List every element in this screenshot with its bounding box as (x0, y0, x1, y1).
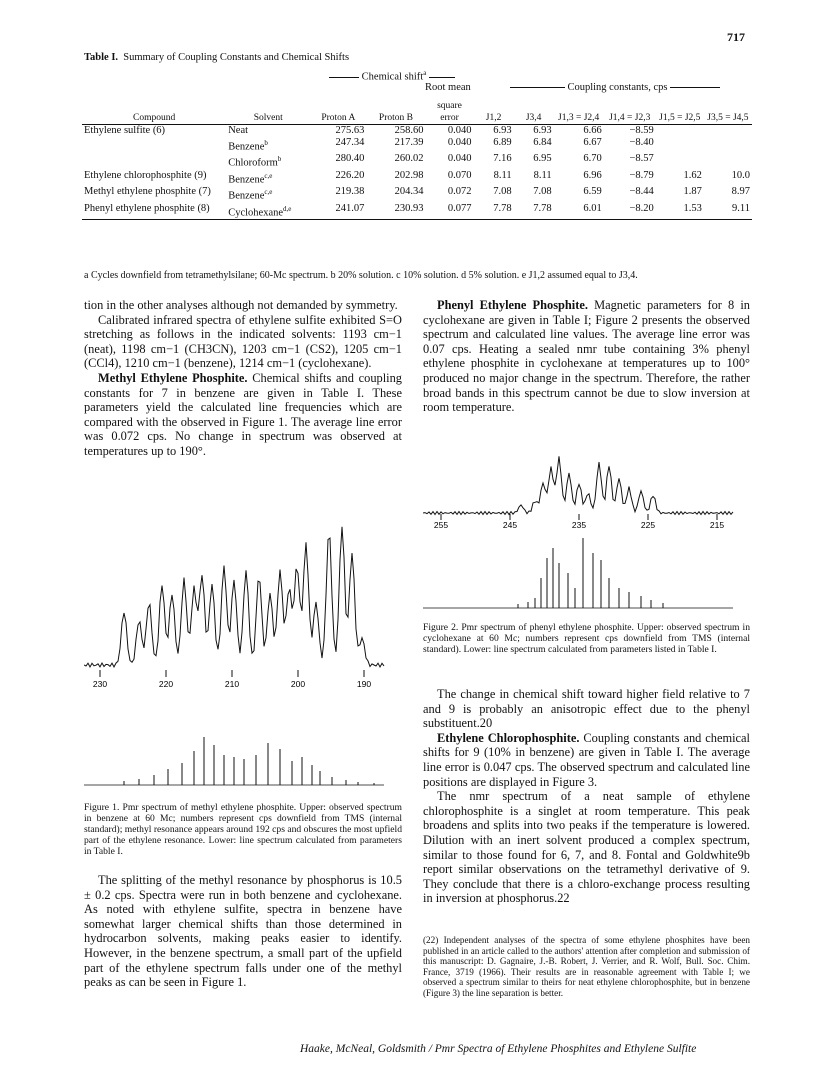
col-header-proton-b: Proton B (378, 112, 413, 123)
cell-j12: 7.78 (493, 202, 512, 214)
cell-j35 (704, 137, 752, 154)
cell-error: 0.070 (447, 169, 472, 181)
right-paragraph-2: The change in chemical shift toward higher field relative to 7 and 9 is probably an anisotropic effect due to the phenyl substituent.20 (423, 687, 750, 731)
cell-error: 0.040 (447, 124, 472, 136)
cell-j15 (656, 124, 704, 137)
fig1-tick-label: 220 (158, 679, 174, 689)
table-row (82, 170, 752, 187)
left-paragraph-1: tion in the other analyses although not demanded by symmetry. (84, 298, 398, 312)
table-row (82, 137, 752, 154)
cell-j13: 6.59 (583, 186, 602, 197)
col-header-solvent: Solvent (253, 112, 283, 123)
cell-j12: 6.93 (493, 124, 512, 136)
col-header-j12: J1,2 (485, 112, 502, 123)
fig2-tick-label: 225 (640, 520, 656, 530)
left-paragraph-4: The splitting of the methyl resonance by phosphorus is 10.5 ± 0.2 cps. Spectra were run in both benzene and cyclohexane. As noted with ethylene sulfite, spectra in benzene have somewhat larger chemical shifts than those determined in hydrocarbon solvents, making peaks easier to identify. However, in the benzene spectrum, a small part of the upfield part of the ethylene spectrum falls under one of the methyl peaks as can be seen in Figure 1. (84, 873, 402, 990)
cell-proton-b: 230.93 (394, 202, 424, 214)
figure-1-caption: Figure 1. Pmr spectrum of methyl ethylene phosphite. Upper: observed spectrum in benzene at 60 Mc; numbers represent cps downfield from TMS (internal standard); methyl resonance appears around 192 cps and obscures the most upfield part of the ethylene resonance. Lower: line spectrum calculated from parameters in Table I. (84, 802, 402, 857)
coupling-constants-table (82, 94, 752, 220)
cell-j13: 6.70 (583, 153, 602, 164)
cell-j12: 6.89 (493, 136, 512, 148)
cell-j34: 8.11 (533, 169, 552, 181)
fig2-observed-spectrum (423, 456, 733, 514)
cell-proton-b: 204.34 (394, 186, 424, 197)
cell-error: 0.040 (447, 136, 472, 148)
right-column-top (423, 298, 750, 415)
table-footnote: a Cycles downfield from tetramethylsilane; 60-Mc spectrum. b 20% solution. c 10% solution. d 5% solution. e J1,2 assumed equal to J3,4. (84, 270, 638, 281)
figure-2-caption: Figure 2. Pmr spectrum of phenyl ethylene phosphite. Upper: observed spectrum in cyclohexane at 60 Mc; numbers represent cps downfield from TMS (internal standard). Lower: line spectrum calculated from parameters listed in Table I. (423, 622, 750, 655)
page-number: 717 (727, 30, 745, 44)
cell-j35: 10.0 (731, 169, 750, 181)
fig1-observed-spectrum (84, 527, 384, 667)
cell-proton-a: 275.63 (335, 124, 365, 136)
cell-j14: −8.20 (629, 202, 654, 214)
col-header-j13-j24: J1,3 = J2,4 (558, 112, 600, 123)
section-head-chloro: Ethylene Chlorophosphite. (437, 730, 580, 745)
cell-proton-a: 226.20 (335, 169, 365, 181)
cell-j14: −8.40 (629, 136, 654, 148)
table-row (82, 203, 752, 220)
cell-error: 0.072 (447, 186, 472, 197)
cell-j34: 7.78 (533, 202, 552, 214)
table-row (82, 153, 752, 170)
cell-j13: 6.01 (583, 202, 602, 214)
cell-proton-a: 280.40 (335, 153, 365, 164)
coupling-group-header: Coupling constants, cps (480, 82, 750, 93)
running-footer: Haake, McNeal, Goldsmith / Pmr Spectra of Ethylene Phosphites and Ethylene Sulfite (300, 1043, 697, 1055)
cell-compound: Ethylene sulfite (6) (84, 124, 166, 136)
fig1-tick-label: 190 (356, 679, 372, 689)
table-row (82, 186, 752, 203)
root-mean-header: Root mean (425, 82, 471, 93)
cell-proton-b: 202.98 (394, 169, 424, 181)
right-column-bottom (423, 687, 750, 906)
cell-j13: 6.66 (583, 124, 602, 136)
table-caption (84, 52, 349, 63)
cell-j13: 6.67 (583, 136, 602, 148)
table-row (82, 124, 752, 137)
cell-j34: 6.93 (533, 124, 552, 136)
cell-solvent: Benzene$^{c,e}$ (228, 188, 273, 202)
cell-proton-a: 247.34 (335, 136, 365, 148)
cell-j12: 8.11 (493, 169, 512, 181)
cell-j14: −8.57 (629, 153, 654, 164)
cell-j14: −8.59 (629, 124, 654, 136)
cell-solvent: Benzene$^{c,e}$ (228, 171, 273, 185)
cell-compound (82, 137, 226, 154)
left-paragraph-3: Methyl Ethylene Phosphite. Chemical shifts and coupling constants for 7 in benzene are given in Table I. These parameters yield the calculated line frequencies which are compared with the observed in Figure 1. The average line error was 0.072 cps. No change in spectrum was observed at temperatures up to 190°. (84, 370, 402, 458)
cell-proton-b: 260.02 (394, 153, 424, 164)
right-paragraph-1: Phenyl Ethylene Phosphite. Magnetic parameters for 8 in cyclohexane are given in Table I; Figure 2 presents the observed spectrum and calculated line values. The average line error was 0.07 cps. Heating a sealed nmr tube containing 3% phenyl ethylene phosphite in cyclohexane at temperatures up to 100° produced no major change in the spectrum. Therefore, the rather broad bands in this spectrum cannot be due to slow inversion at room temperature. (423, 298, 750, 415)
cell-j34: 6.95 (533, 153, 552, 164)
cell-solvent: Benzene$^b$ (228, 138, 268, 152)
cell-j14: −8.44 (629, 186, 654, 197)
fig1-line-spectrum (124, 737, 374, 785)
table-title: Summary of Coupling Constants and Chemical Shifts (123, 52, 350, 63)
cell-j35 (704, 124, 752, 137)
cell-j35 (704, 153, 752, 170)
fig2-tick-label: 235 (571, 520, 587, 530)
cell-proton-a: 219.38 (335, 186, 365, 197)
left-column-top (84, 298, 402, 459)
cell-j12: 7.08 (493, 186, 512, 197)
cell-proton-b: 258.60 (394, 124, 424, 136)
cell-solvent: Cyclohexane$^{d,e}$ (228, 204, 292, 218)
cell-compound: Methyl ethylene phosphite (7) (84, 186, 211, 197)
fig1-axis (93, 670, 371, 689)
fig2-tick-label: 255 (433, 520, 449, 530)
cell-error: 0.040 (447, 153, 472, 164)
cell-solvent: Chloroform$^b$ (228, 155, 282, 169)
cell-j12: 7.16 (493, 153, 512, 164)
chem-shift-group-header: Chemical shift$^a$ (312, 69, 472, 83)
left-paragraph-2: Calibrated infrared spectra of ethylene sulfite exhibited S=O stretching as follows in the indicated solvents: 1193 cm−1 (neat), 1198 cm−1 (CH3CN), 1203 cm−1 (CS2), 1205 cm−1 (CCl4), 1210 cm−1 (benzene), 1214 cm−1 (cyclohexane). (84, 312, 402, 371)
fig1-tick-label: 210 (224, 679, 240, 689)
col-header-error: square error (437, 100, 462, 123)
cell-j13: 6.96 (583, 169, 602, 181)
cell-j35: 9.11 (732, 202, 750, 214)
figure-1 (84, 505, 404, 795)
cell-j34: 6.84 (533, 136, 552, 148)
cell-j15: 1.62 (683, 169, 702, 181)
fig1-tick-label: 200 (290, 679, 306, 689)
table-header-row (82, 94, 752, 124)
cell-j15 (656, 137, 704, 154)
fig1-tick-label: 230 (92, 679, 108, 689)
cell-j14: −8.79 (629, 169, 654, 181)
cell-j34: 7.08 (533, 186, 552, 197)
section-head-methyl: Methyl Ethylene Phosphite. (98, 370, 248, 385)
cell-j15 (656, 153, 704, 170)
cell-error: 0.077 (447, 202, 472, 214)
right-paragraph-4: The nmr spectrum of a neat sample of ethylene chlorophosphite is a singlet at room temperature. This peak broadens and splits into two peaks if the temperature is lowered. Dilution with an inert solvent produced a complex spectrum, similar to those found for 6, 7, and 8. Fontal and Goldwhite9b report similar observations on the tetramethyl derivative of 9. They conclude that there is a chloro-exchange process resulting in inversion at phosphorus.22 (423, 789, 750, 906)
cell-proton-a: 241.07 (335, 202, 365, 214)
cell-j15: 1.53 (683, 202, 702, 214)
right-paragraph-3: Ethylene Chlorophosphite. Coupling constants and chemical shifts for 9 (10% in benzene) are given in Table I. The average line error is 0.047 cps. The observed spectrum and calculated line positions are displayed in Figure 3. (423, 730, 750, 789)
col-header-proton-a: Proton A (321, 112, 356, 123)
cell-proton-b: 217.39 (394, 136, 424, 148)
fig2-tick-label: 245 (502, 520, 518, 530)
fig2-line-spectrum (518, 538, 663, 608)
cell-compound: Phenyl ethylene phosphite (8) (84, 202, 210, 214)
section-head-phenyl: Phenyl Ethylene Phosphite. (437, 298, 588, 312)
cell-compound: Ethylene chlorophosphite (9) (84, 169, 207, 181)
col-header-j15-j25: J1,5 = J2,5 (659, 112, 701, 123)
left-column-bottom (84, 873, 402, 990)
cell-compound (82, 153, 226, 170)
table-label: Table I. (84, 52, 119, 63)
figure-2 (423, 448, 748, 618)
reference-22: (22) Independent analyses of the spectra of some ethylene phosphites have been published in an article called to the authors' attention after completion and submission of this manuscript: D. Gagnaire, J.-B. Robert, J. Verrier, and R. Wolf, Bull. Soc. Chim. France, 3719 (1966). Their results are in reasonable agreement with Table I; we observed a spectrum similar to theirs for neat ethylene chlorophosphite, but in benzene (Figure 3) the line separation is better. (423, 935, 750, 998)
cell-j15: 1.87 (683, 186, 702, 197)
fig2-axis (434, 514, 724, 530)
col-header-compound: Compound (132, 112, 176, 123)
col-header-j14-j23: J1,4 = J2,3 (609, 112, 651, 123)
col-header-j34: J3,4 (525, 112, 542, 123)
cell-j35: 8.97 (731, 186, 750, 197)
col-header-j35-j45: J3,5 = J4,5 (707, 112, 749, 123)
fig2-tick-label: 215 (709, 520, 725, 530)
cell-solvent: Neat (228, 124, 249, 136)
